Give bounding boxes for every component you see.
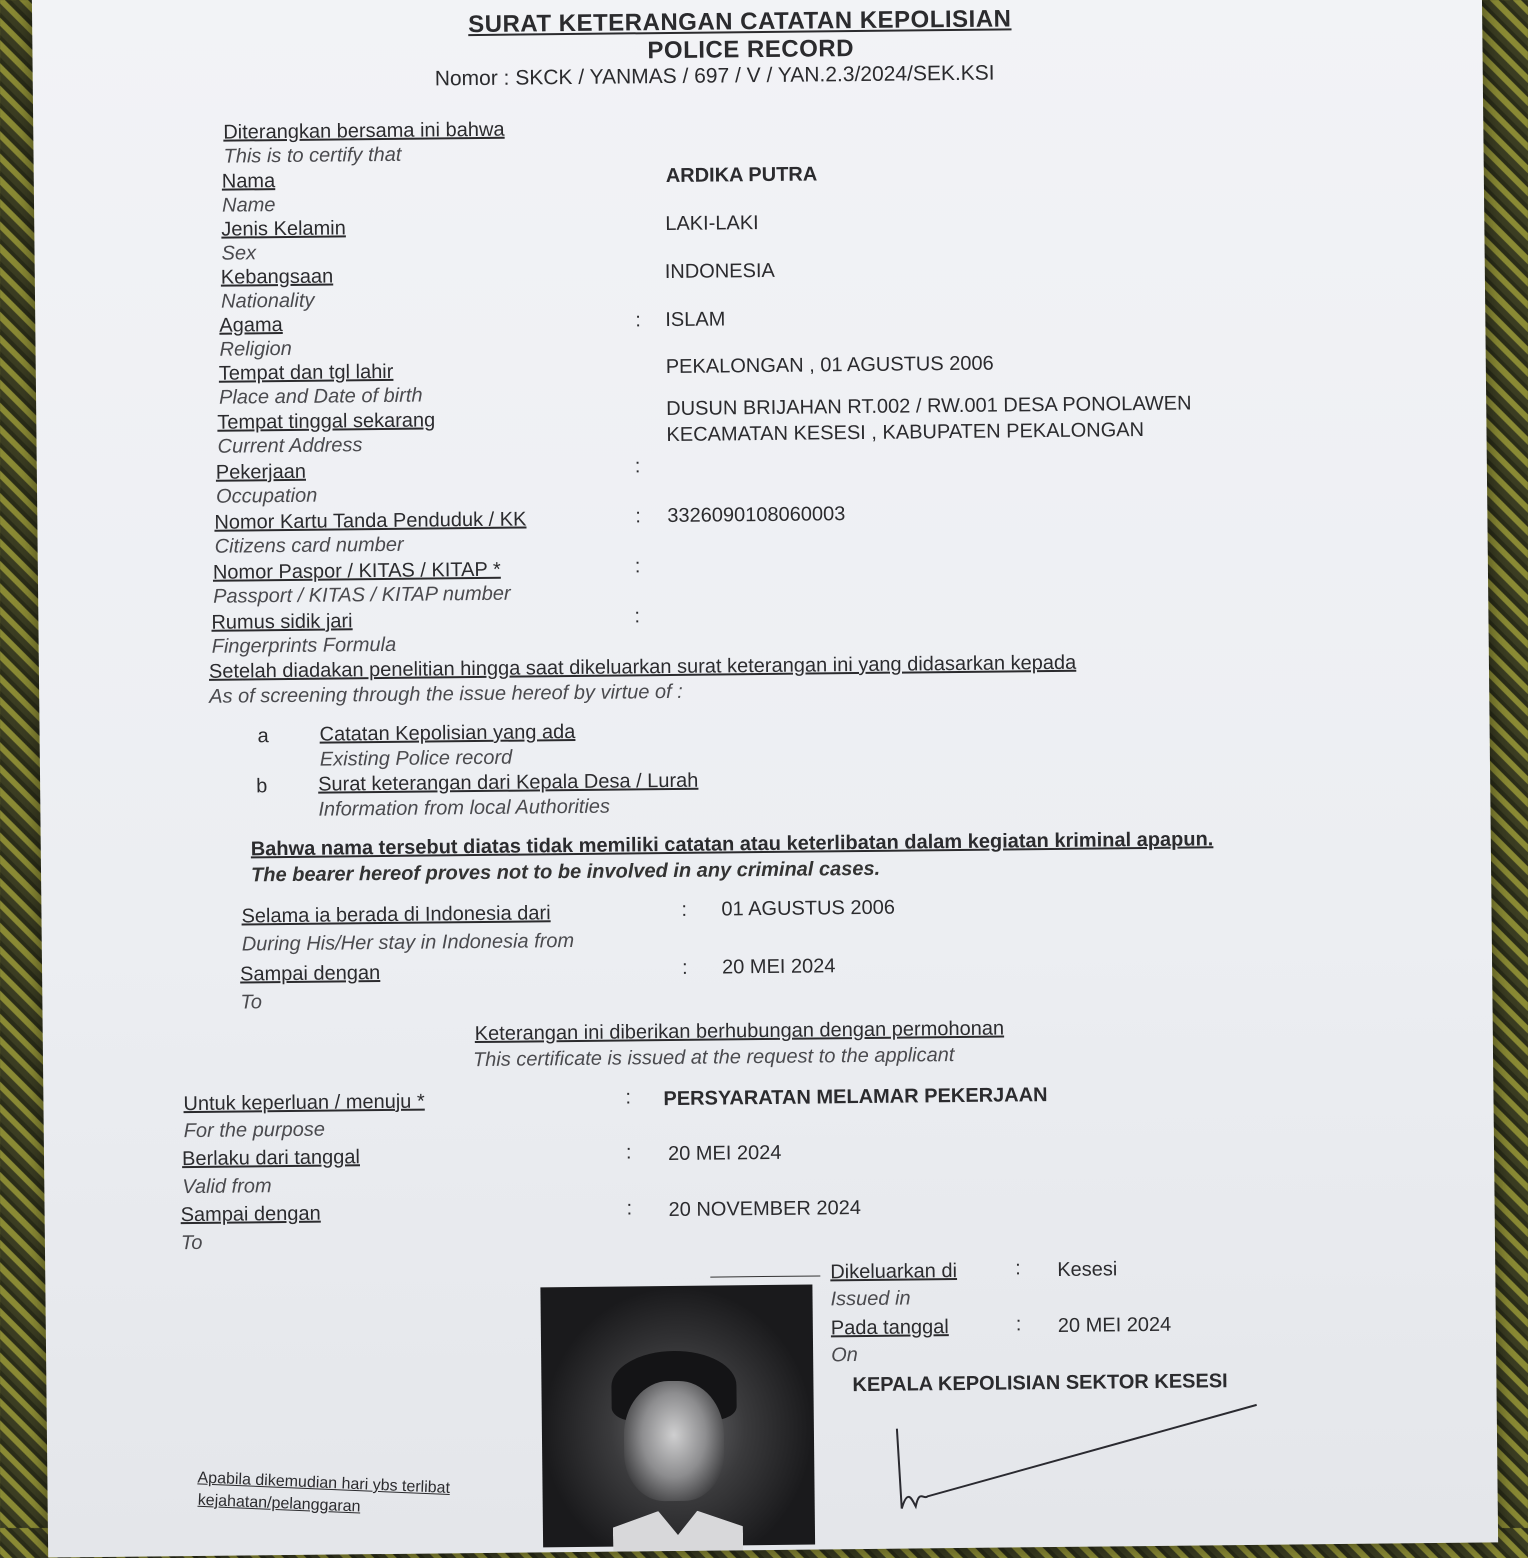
colon: :	[635, 309, 641, 332]
field-value-nationality: INDONESIA	[664, 259, 775, 284]
purpose-label: Untuk keperluan / menuju *	[183, 1090, 425, 1116]
stay-to-label: Sampai dengan	[239, 962, 381, 986]
field-label-fingerprint: Rumus sidik jari	[211, 610, 353, 634]
stay-from-value: 01 AGUSTUS 2006	[721, 896, 896, 921]
colon: :	[625, 1141, 632, 1164]
colon: :	[634, 455, 641, 478]
intro-id: Diterangkan bersama ini bahwa	[223, 118, 505, 144]
field-label-nationality-en: Nationality	[220, 289, 315, 313]
field-label-id-card-en: Citizens card number	[214, 533, 404, 558]
colon: :	[681, 956, 688, 979]
valid-until-label-en: To	[180, 1231, 203, 1255]
field-label-id-card: Nomor Kartu Tanda Penduduk / KK	[214, 508, 527, 534]
stay-from-label-en: During His/Her stay in Indonesia from	[241, 930, 575, 956]
field-label-fingerprint-en: Fingerprints Formula	[211, 633, 397, 658]
field-label-address-en: Current Address	[217, 434, 363, 458]
stay-to-label-en: To	[240, 991, 263, 1014]
field-label-occupation: Pekerjaan	[215, 460, 307, 484]
field-label-birth: Tempat dan tgl lahir	[218, 360, 394, 385]
stay-from-label: Selama ia berada di Indonesia dari	[241, 902, 551, 928]
field-label-nationality: Kebangsaan	[220, 265, 334, 289]
field-value-id-card: 3326090108060003	[667, 503, 846, 528]
footnote-line1: Apabila dikemudian hari ybs terlibat	[197, 1469, 451, 1497]
colon: :	[635, 505, 642, 528]
photo-border-line	[710, 1275, 820, 1277]
colon: :	[626, 1197, 633, 1220]
field-value-birth: PEKALONGAN , 01 AGUSTUS 2006	[665, 352, 994, 379]
field-value-address-line1: DUSUN BRIJAHAN RT.002 / RW.001 DESA PONOLAWEN	[666, 392, 1192, 421]
colon: :	[634, 555, 641, 578]
valid-from-value: 20 MEI 2024	[667, 1141, 782, 1166]
issued-on-value: 20 MEI 2024	[1057, 1313, 1172, 1337]
request-en: This certificate is issued at the request to the applicant	[472, 1044, 955, 1072]
field-label-birth-en: Place and Date of birth	[218, 384, 423, 409]
field-label-sex: Jenis Kelamin	[221, 217, 346, 241]
screening-item-b-id: Surat keterangan dari Kepala Desa / Lurah	[318, 769, 699, 796]
field-value-religion: ISLAM	[665, 308, 726, 332]
screening-item-a-en: Existing Police record	[319, 746, 513, 771]
issued-on-label-en: On	[831, 1344, 858, 1367]
screening-item-letter: a	[257, 725, 269, 748]
colon: :	[681, 898, 688, 921]
field-label-address: Tempat tinggal sekarang	[217, 409, 436, 434]
photo-face	[623, 1380, 724, 1501]
field-label-religion-en: Religion	[219, 337, 292, 361]
field-value-address-line2: KECAMATAN KESESI , KABUPATEN PEKALONGAN	[666, 419, 1145, 447]
valid-from-label: Berlaku dari tanggal	[181, 1146, 361, 1171]
issued-in-value: Kesesi	[1057, 1258, 1118, 1281]
request-id: Keterangan ini diberikan berhubungan dengan permohonan	[474, 1017, 1005, 1046]
footnote-line2: kejahatan/pelanggaran	[197, 1491, 361, 1516]
purpose-label-en: For the purpose	[183, 1118, 326, 1143]
field-value-name: ARDIKA PUTRA	[665, 163, 818, 188]
valid-from-label-en: Valid from	[182, 1175, 272, 1199]
valid-until-value: 20 NOVEMBER 2024	[668, 1197, 862, 1222]
field-label-passport-en: Passport / KITAS / KITAP number	[213, 582, 511, 608]
issued-in-label: Dikeluarkan di	[830, 1260, 958, 1284]
colon: :	[1015, 1257, 1021, 1280]
photo-collar	[613, 1510, 743, 1551]
document-number: Nomor : SKCK / YANMAS / 697 / V / YAN.2.3/2024/SEK.KSI	[434, 61, 995, 91]
title-english: POLICE RECORD	[647, 35, 855, 65]
field-value-sex: LAKI-LAKI	[665, 212, 759, 236]
issued-in-label-en: Issued in	[830, 1287, 911, 1311]
screening-item-letter: b	[256, 775, 268, 798]
applicant-photo	[540, 1285, 815, 1548]
stay-to-value: 20 MEI 2024	[721, 955, 836, 979]
screening-item-a-id: Catatan Kepolisian yang ada	[319, 720, 576, 746]
screening-en: As of screening through the issue hereof by virtue of :	[209, 680, 683, 708]
field-label-passport: Nomor Paspor / KITAS / KITAP *	[212, 558, 501, 584]
police-record-document	[32, 0, 1498, 1558]
issued-on-label: Pada tanggal	[830, 1316, 949, 1340]
field-label-name-en: Name	[221, 194, 276, 217]
title-indonesian: SURAT KETERANGAN CATATAN KEPOLISIAN	[468, 5, 1012, 39]
screening-id: Setelah diadakan penelitian hingga saat dikeluarkan surat keterangan ini yang didasarkan kepada	[208, 651, 1077, 683]
intro-en: This is to certify that	[223, 143, 402, 168]
statement-en: The bearer hereof proves not to be involved in any criminal cases.	[250, 857, 881, 887]
screening-item-b-en: Information from local Authorities	[318, 795, 611, 821]
field-label-name: Nama	[221, 170, 276, 193]
issuing-official-title: KEPALA KEPOLISIAN SEKTOR KESESI	[852, 1370, 1228, 1397]
purpose-value: PERSYARATAN MELAMAR PEKERJAAN	[663, 1084, 1048, 1111]
field-label-occupation-en: Occupation	[215, 484, 318, 508]
field-label-religion: Agama	[219, 314, 283, 337]
valid-until-label: Sampai dengan	[180, 1202, 321, 1227]
colon: :	[634, 605, 641, 628]
colon: :	[1015, 1313, 1022, 1336]
statement-id: Bahwa nama tersebut diatas tidak memiliki catatan atau keterlibatan dalam kegiatan kriminal apapun.	[250, 828, 1214, 861]
field-label-sex-en: Sex	[221, 242, 257, 265]
signature	[886, 1385, 1287, 1519]
colon: :	[625, 1086, 632, 1109]
